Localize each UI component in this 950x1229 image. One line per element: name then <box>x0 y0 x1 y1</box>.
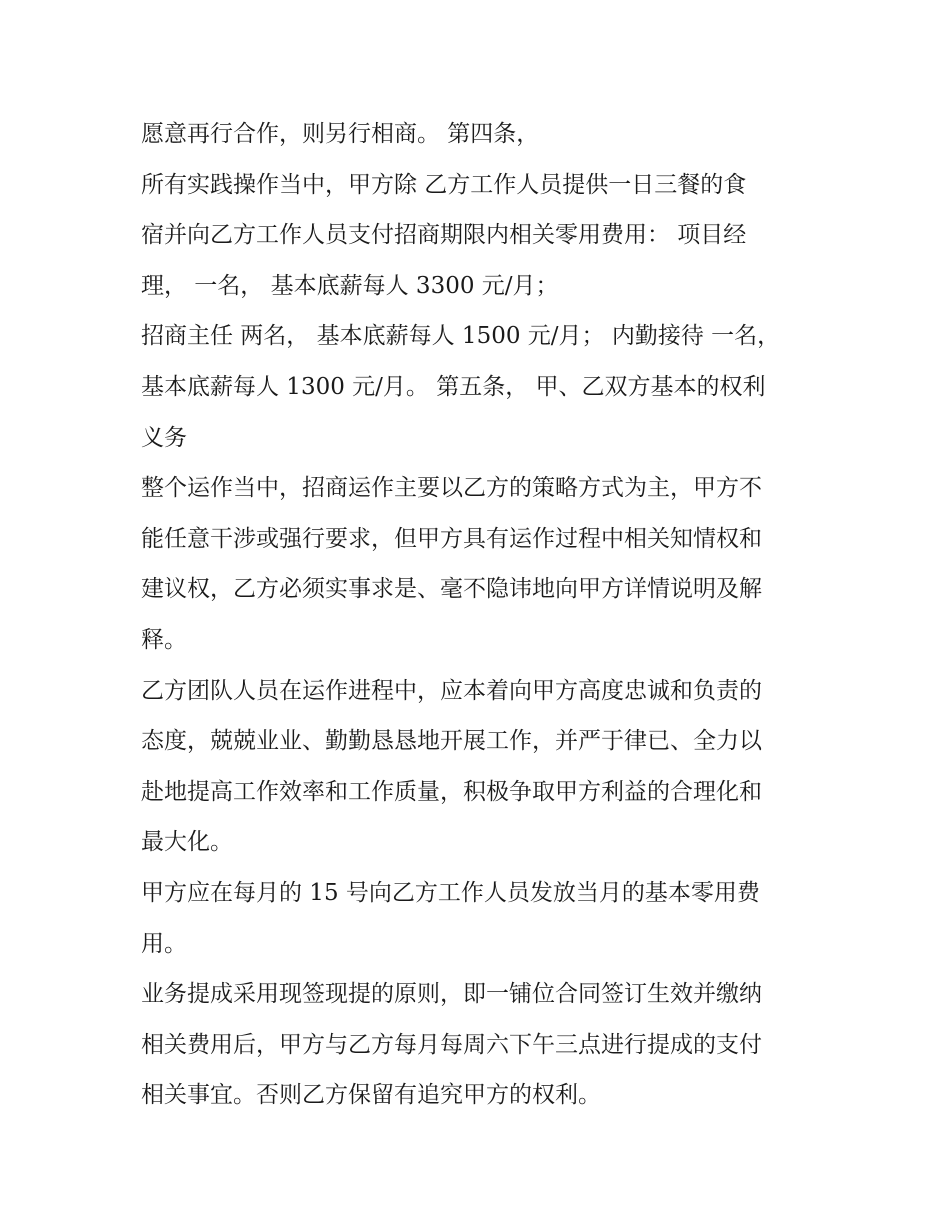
text-line: 相关事宜。否则乙方保留有追究甲方的权利。 <box>141 1082 601 1109</box>
text-line: 建议权，乙方必须实事求是、毫不隐讳地向甲方详情说明及解 <box>141 576 762 603</box>
text-line: 理， 一名， 基本底薪每人 3300 元/月； <box>141 272 559 299</box>
text-line: 招商主任 两名， 基本底薪每人 1500 元/月； 内勤接待 一名， <box>141 323 781 350</box>
text-line: 甲方应在每月的 15 号向乙方工作人员发放当月的基本零用费 <box>141 879 760 906</box>
text-line: 态度，兢兢业业、勤勤恳恳地开展工作，并严于律已、全力以 <box>141 728 762 755</box>
text-line: 宿并向乙方工作人员支付招商期限内相关零用费用： 项目经 <box>141 222 747 249</box>
text-line: 基本底薪每人 1300 元/月。 第五条， 甲、乙双方基本的权利 <box>141 373 766 400</box>
text-line: 愿意再行合作，则另行相商。 第四条， <box>141 121 540 147</box>
text-line: 整个运作当中，招商运作主要以乙方的策略方式为主，甲方不 <box>141 475 762 502</box>
text-line: 义务 <box>141 424 187 451</box>
text-line: 业务提成采用现签现提的原则，即一铺位合同签订生效并缴纳 <box>141 981 762 1008</box>
text-line: 相关费用后，甲方与乙方每月每周六下午三点进行提成的支付 <box>141 1031 762 1058</box>
text-line: 能任意干涉或强行要求，但甲方具有运作过程中相关知情权和 <box>141 525 762 552</box>
text-line: 乙方团队人员在运作进程中，应本着向甲方高度忠诚和负责的 <box>141 677 762 704</box>
body-text <box>141 109 821 1121</box>
text-line: 最大化。 <box>141 829 233 856</box>
text-line: 赴地提高工作效率和工作质量，积极争取甲方利益的合理化和 <box>141 778 762 805</box>
text-line: 用。 <box>141 930 187 957</box>
text-line: 所有实践操作当中，甲方除 乙方工作人员提供一日三餐的食 <box>141 171 747 198</box>
text-line: 释。 <box>141 626 187 653</box>
